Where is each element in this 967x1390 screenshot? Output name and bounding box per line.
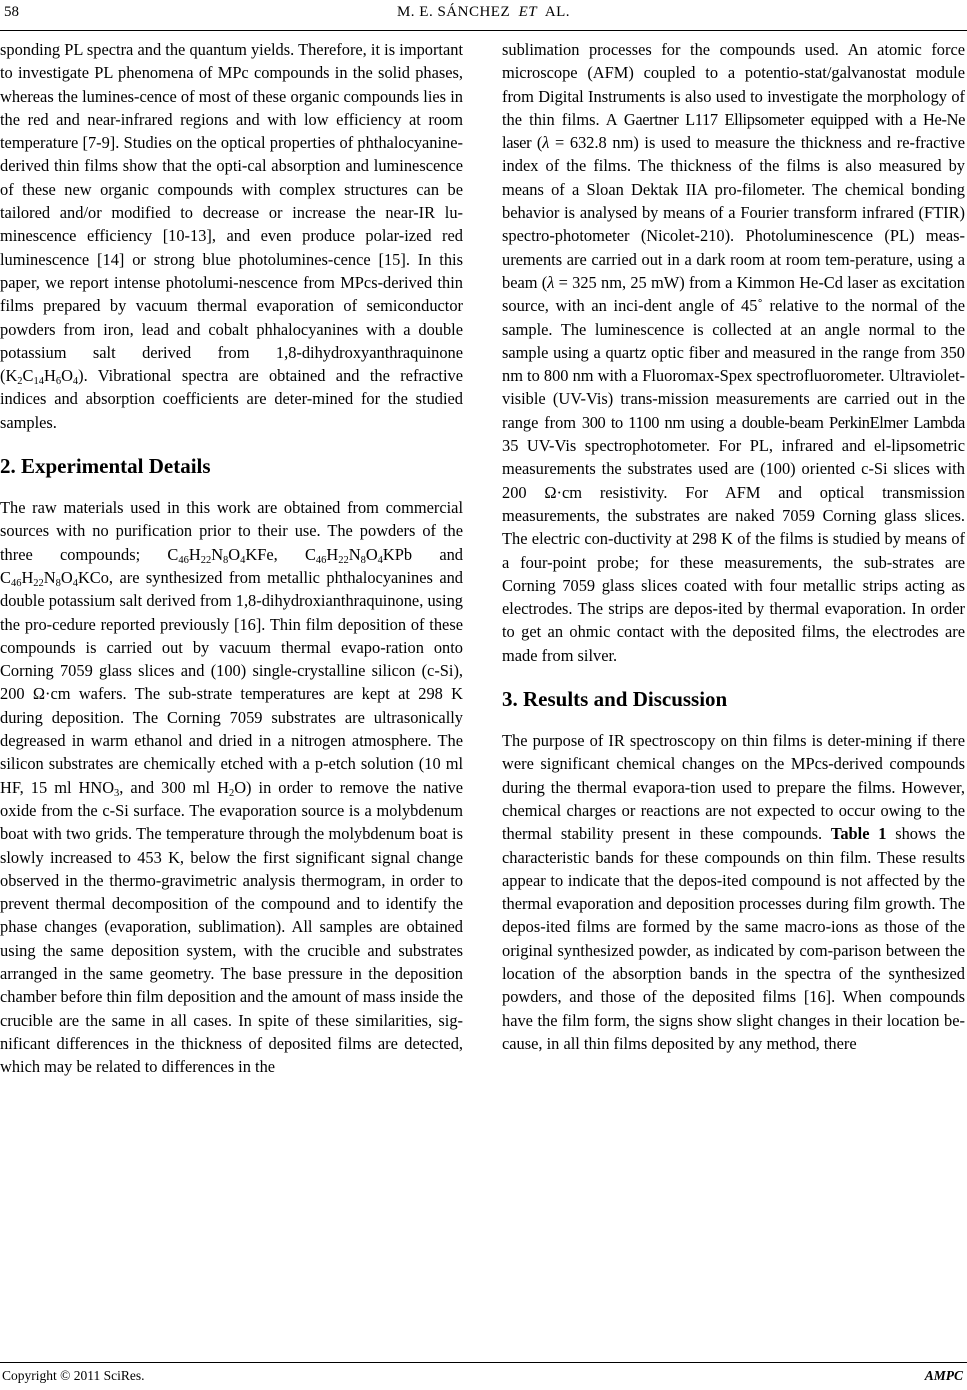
table-1-reference[interactable]: Table 1 (830, 824, 887, 844)
results-paragraph: The purpose of IR spectroscopy on thin films is deter-mining if there were significant chemical changes on the MPcs-derived compounds during the thermal evapora-tion used to prepare the films. However, chemical charges or reactions are not expected to occur owing to the thermal stability present in these compounds. Table 1 shows the characteristic bands for these compounds on thin film. These results appear to indicate that the depos-ited compound is not affected by the thermal evaporation and deposition processes during film growth. The depos-ited films are formed by the same macro-ions as those of the original synthesized powder, as indicated by com-parison between the location of the absorption bands in the spectra of the synthesized powders, and those of the deposited films [16]. When compounds have the film form, the signs show slight changes in their location be-cause, in all thin films deposited by any method, there (502, 731, 965, 1053)
section-heading-results: 3. Results and Discussion (502, 687, 728, 712)
copyright-notice: Copyright © 2011 SciRes. (2, 1368, 145, 1383)
section-heading-experimental: 2. Experimental Details (0, 454, 211, 479)
running-head-authors: M. E. SÁNCHEZ ET AL. (396, 4, 571, 20)
experimental-paragraph: The raw materials used in this work are obtained from commercial sources with no purification prior to their use. The powders of the three compounds; $C_{46}H_{22}N_8O_4KFe$, $C_{46}H_{22}N_8O_4KPb$ and $C_{46}H_{22}N_8O_4KCo$, are synthesized from metallic phthalocyanines and double potassium salt derived from 1,8-dihydroxianthraquinone, using the pro-cedure reported previously [16]. Thin film deposition of these compounds is carried out by vacuum thermal evapo-ration onto Corning 7059 glass slices and (100) single-crystalline silicon (c-Si), 200 Ω·cm wafers. The sub-strate temperatures are kept at 298 K during deposition. The Corning 7059 substrates are ultrasonically degreased in warm ethanol and dried in a nitrogen atmosphere. The silicon substrates are chemically etched with a p-etch solution (10 ml HF, 15 ml $HNO_3$, and 300 ml $H_2O$) in order to remove the native oxide from the c-Si surface. The evaporation source is a molybdenum boat with two grids. The temperature through the molybdenum boat is slowly increased to 453 K, below the first significant signal change observed in the thermo-gravimetric analysis thermogram, in order to prevent thermal decomposition of the compound and to identify the phase changes (evaporation, sublimation). All samples are obtained using the same deposition system, with the crucible and substrates arranged in the same geometry. The base pressure in the deposition chamber before thin film deposition and the amount of mass inside the crucible are the same in all cases. In spite of these similarities, sig-nificant differences in the thickness of deposited films are detected, which may be related to differences in the (0, 498, 463, 1077)
header-rule (0, 30, 967, 31)
journal-abbreviation: AMPC (924, 1368, 963, 1383)
intro-paragraph-continued: sponding PL spectra and the quantum yields. Therefore, it is important to investigate PL phenomena of MPc compounds in the solid phases, whereas the lumines-cence of most of these organic compounds lies in the red and near-infrared regions and with low efficiency at room temperature [7-9]. Studies on the optical properties of phthalocyanine-derived thin films show that the opti-cal absorption and luminescence of these new organic compounds with complex structures can be tailored and/or modified to decrease or increase the near-IR lu-minescence efficiency [10-13], and even produce polar-ized red luminescence [14] or strong blue photolumines-cence [15]. In this paper, we report intense photolumi-nescence from MPcs-derived thin films prepared by vacuum thermal evaporation of semiconductor powders from iron, lead and cobalt phhalocyanines with a double potassium salt derived from 1,8-dihydroxyanthraquinone $(K_2C_{14}H_6O_4)$. Vibrational spectra are obtained and the refractive indices and absorption coefficients are deter-mined for the studied samples. (0, 40, 463, 432)
footer-rule (0, 1362, 967, 1363)
left-column (0, 38, 463, 1078)
page-number: 58 (4, 4, 19, 20)
methods-paragraph-continued: sublimation processes for the compounds used. An atomic force microscope (AFM) coupled to a potentio-stat/galvanostat module from Digital Instruments is also used to investigate the morphology of the thin films. A Gaertner L117 Ellipsometer equipped with a He-Ne laser (λ = 632.8 nm) is used to measure the thickness and re-fractive index of the films. The thickness of the films is also measured by means of a Sloan Dektak IIA pro-filometer. The chemical bonding behavior is analysed by means of a Fourier transform infrared (FTIR) spectro-photometer (Nicolet-210). Photoluminescence (PL) meas-urements are carried out in a dark room at room tem-perature, using a beam (λ = 325 nm, 25 mW) from a Kimmon He-Cd laser as excitation source, with an inci-dent angle of 45˚ relative to the normal of the sample. The luminescence is collected at an angle normal to the sample using a quartz optic fiber and measured in the range from 350 nm to 800 nm with a Fluoromax-Spex spectrofluorometer. Ultraviolet-visible (UV-Vis) trans-mission measurements are carried out in the range from 300 to 1100 nm using a double-beam PerkinElmer Lambda 35 UV-Vis spectrophotometer. For PL, infrared and el-lipsometric measurements the substrates used are (100) oriented c-Si slices with 200 Ω·cm resistivity. For AFM and optical transmission measurements, the substrates are naked 7059 Corning glass slices. The electric con-ductivity at 298 K of the films is studied by means of a four-point probe; for these measurements, the sub-strates are Corning 7059 glass slices coated with four metallic strips acting as electrodes. The strips are depos-ited by thermal evaporation. In order to get an ohmic contact with the deposited films, the electrodes are made from silver. (502, 40, 965, 665)
right-column (502, 38, 965, 1055)
running-head (0, 4, 967, 26)
